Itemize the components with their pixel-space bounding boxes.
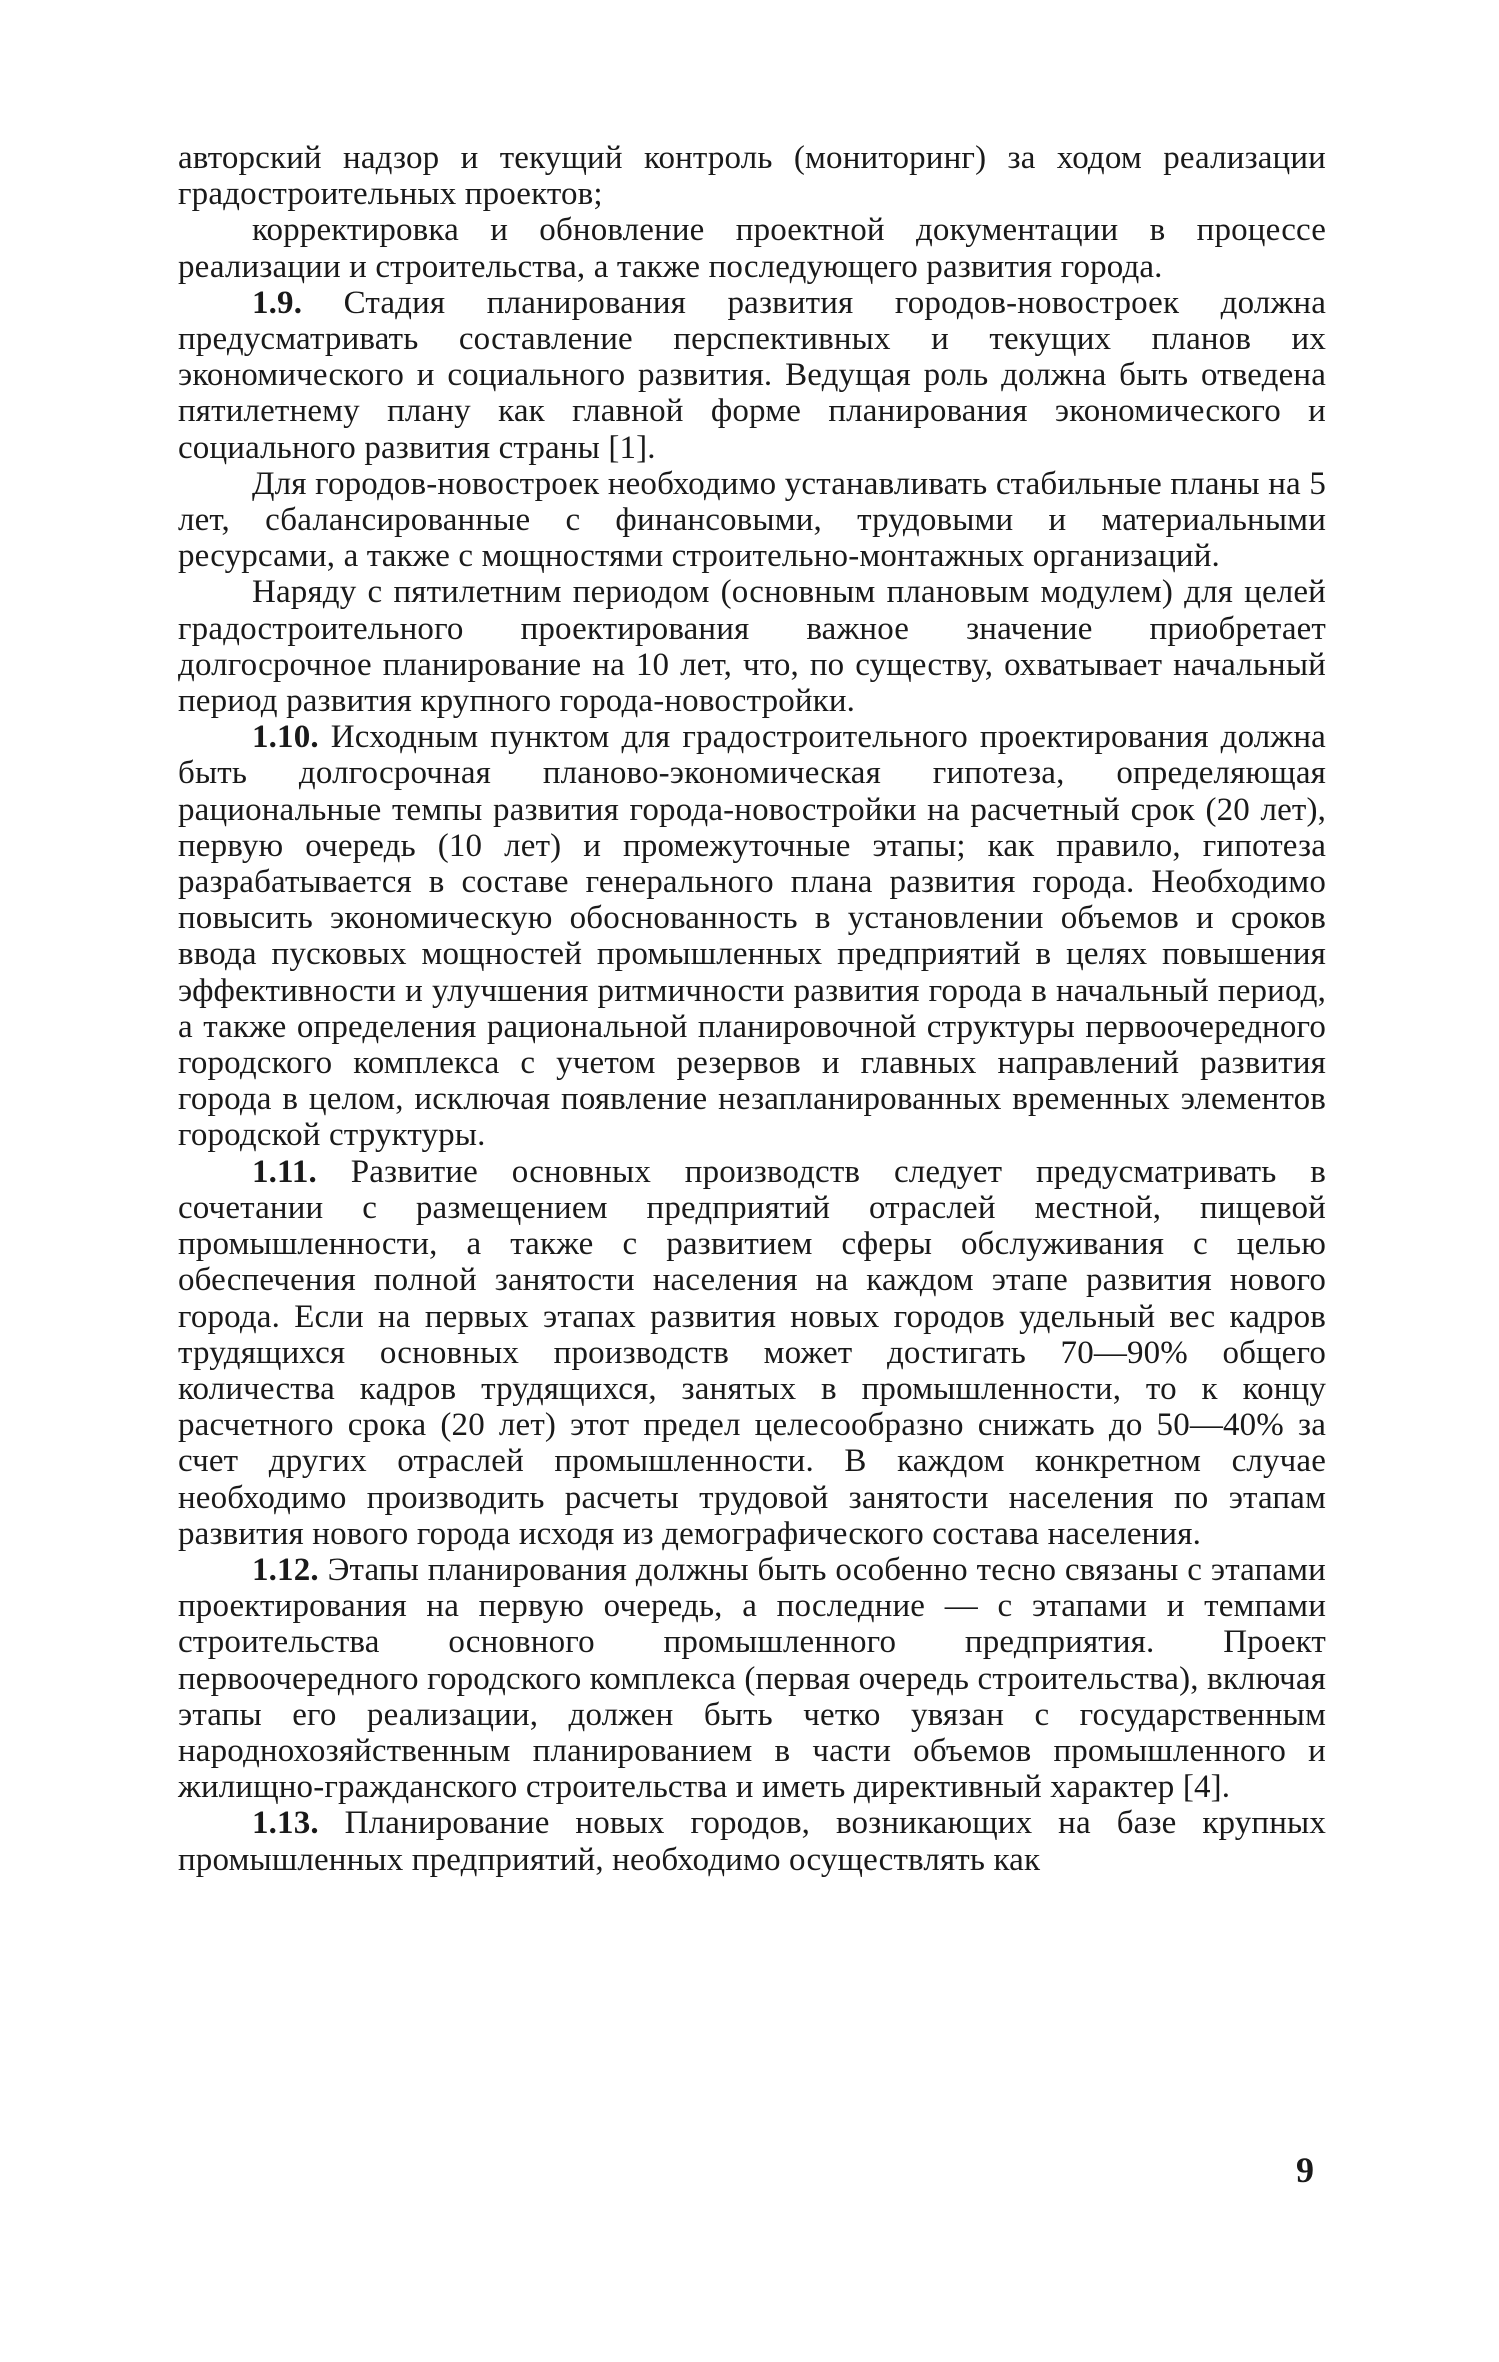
- paragraph-8: [178, 1552, 1326, 1805]
- paragraph-text: Стадия планирования развития городов-новостроек должна предусматривать составление перспективных и текущих планов их экономического и социального развития. Ведущая роль должна быть отведена пятилетнему плану как главной форме планирования экономического и социального развития страны [1].: [178, 284, 1326, 466]
- paragraph-text: Наряду с пятилетним периодом (основным плановым модулем) для целей градостроительного проектирования важное значение приобретает долгосрочное планирование на 10 лет, что, по существу, охватывает начальный период развития крупного города-новостройки.: [178, 574, 1326, 720]
- body-text: [178, 140, 1326, 1878]
- paragraph-9: [178, 1805, 1326, 1877]
- paragraph-text: Для городов-новостроек необходимо устанавливать стабильные планы на 5 лет, сбалансированные с финансовыми, трудовыми и материальными ресурсами, а также с мощностями строительно-монтажных организаций.: [178, 465, 1326, 575]
- section-number-1-13: 1.13.: [252, 1805, 319, 1842]
- paragraph-text: корректировка и обновление проектной документации в процессе реализации и строительства, а также последующего развития города.: [178, 212, 1326, 285]
- paragraph-7: [178, 1154, 1326, 1552]
- section-number-1-10: 1.10.: [252, 719, 319, 756]
- paragraph-text: Исходным пунктом для градостроительного проектирования должна быть долгосрочная планово-экономическая гипотеза, определяющая рациональные темпы развития города-новостройки на расчетный срок (20 лет), первую очередь (10 лет) и промежуточные этапы; как правило, гипотеза разрабатывается в составе генерального плана развития города. Необходимо повысить экономическую обоснованность в установлении объемов и сроков ввода пусковых мощностей промышленных предприятий в целях повышения эффективности и улучшения ритмичности развития города в начальный период, а также определения рациональной планировочной структуры первоочередного городского комплекса с учетом резервов и главных направлений развития города в целом, исключая появление незапланированных временных элементов городской структуры.: [178, 719, 1326, 1154]
- paragraph-text: Этапы планирования должны быть особенно тесно связаны с этапами проектирования на первую очередь, а последние — с этапами и темпами строительства основного промышленного предприятия. Проект первоочередного городского комплекса (первая очередь строительства), включая этапы его реализации, должен быть четко увязан с государственным народнохозяйственным планированием в части объемов промышленного и жилищно-гражданского строительства и иметь директивный характер [4].: [178, 1551, 1326, 1806]
- paragraph-2: [178, 212, 1326, 284]
- paragraph-text: авторский надзор и текущий контроль (мониторинг) за ходом реализации градостроительных проектов;: [178, 140, 1326, 213]
- paragraph-5: [178, 574, 1326, 719]
- paragraph-1: [178, 140, 1326, 212]
- page-number: 9: [1296, 2150, 1314, 2190]
- section-number-1-11: 1.11.: [252, 1153, 317, 1190]
- section-number-1-9: 1.9.: [252, 284, 303, 321]
- paragraph-6: [178, 719, 1326, 1153]
- section-number-1-12: 1.12.: [252, 1551, 319, 1588]
- paragraph-3: [178, 285, 1326, 466]
- paragraph-text: Развитие основных производств следует предусматривать в сочетании с размещением предприятий отраслей местной, пищевой промышленности, а также с развитием сферы обслуживания с целью обеспечения полной занятости населения на каждом этапе развития нового города. Если на первых этапах развития новых городов удельный вес кадров трудящихся основных производств может достигать 70—90% общего количества кадров трудящихся, занятых в промышленности, то к концу расчетного срока (20 лет) этот предел целесообразно снижать до 50—40% за счет других отраслей промышленности. В каждом конкретном случае необходимо производить расчеты трудовой занятости населения по этапам развития нового города исходя из демографического состава населения.: [178, 1153, 1326, 1552]
- paragraph-4: [178, 466, 1326, 575]
- paragraph-text: Планирование новых городов, возникающих на базе крупных промышленных предприятий, необходимо осуществлять как: [178, 1805, 1326, 1878]
